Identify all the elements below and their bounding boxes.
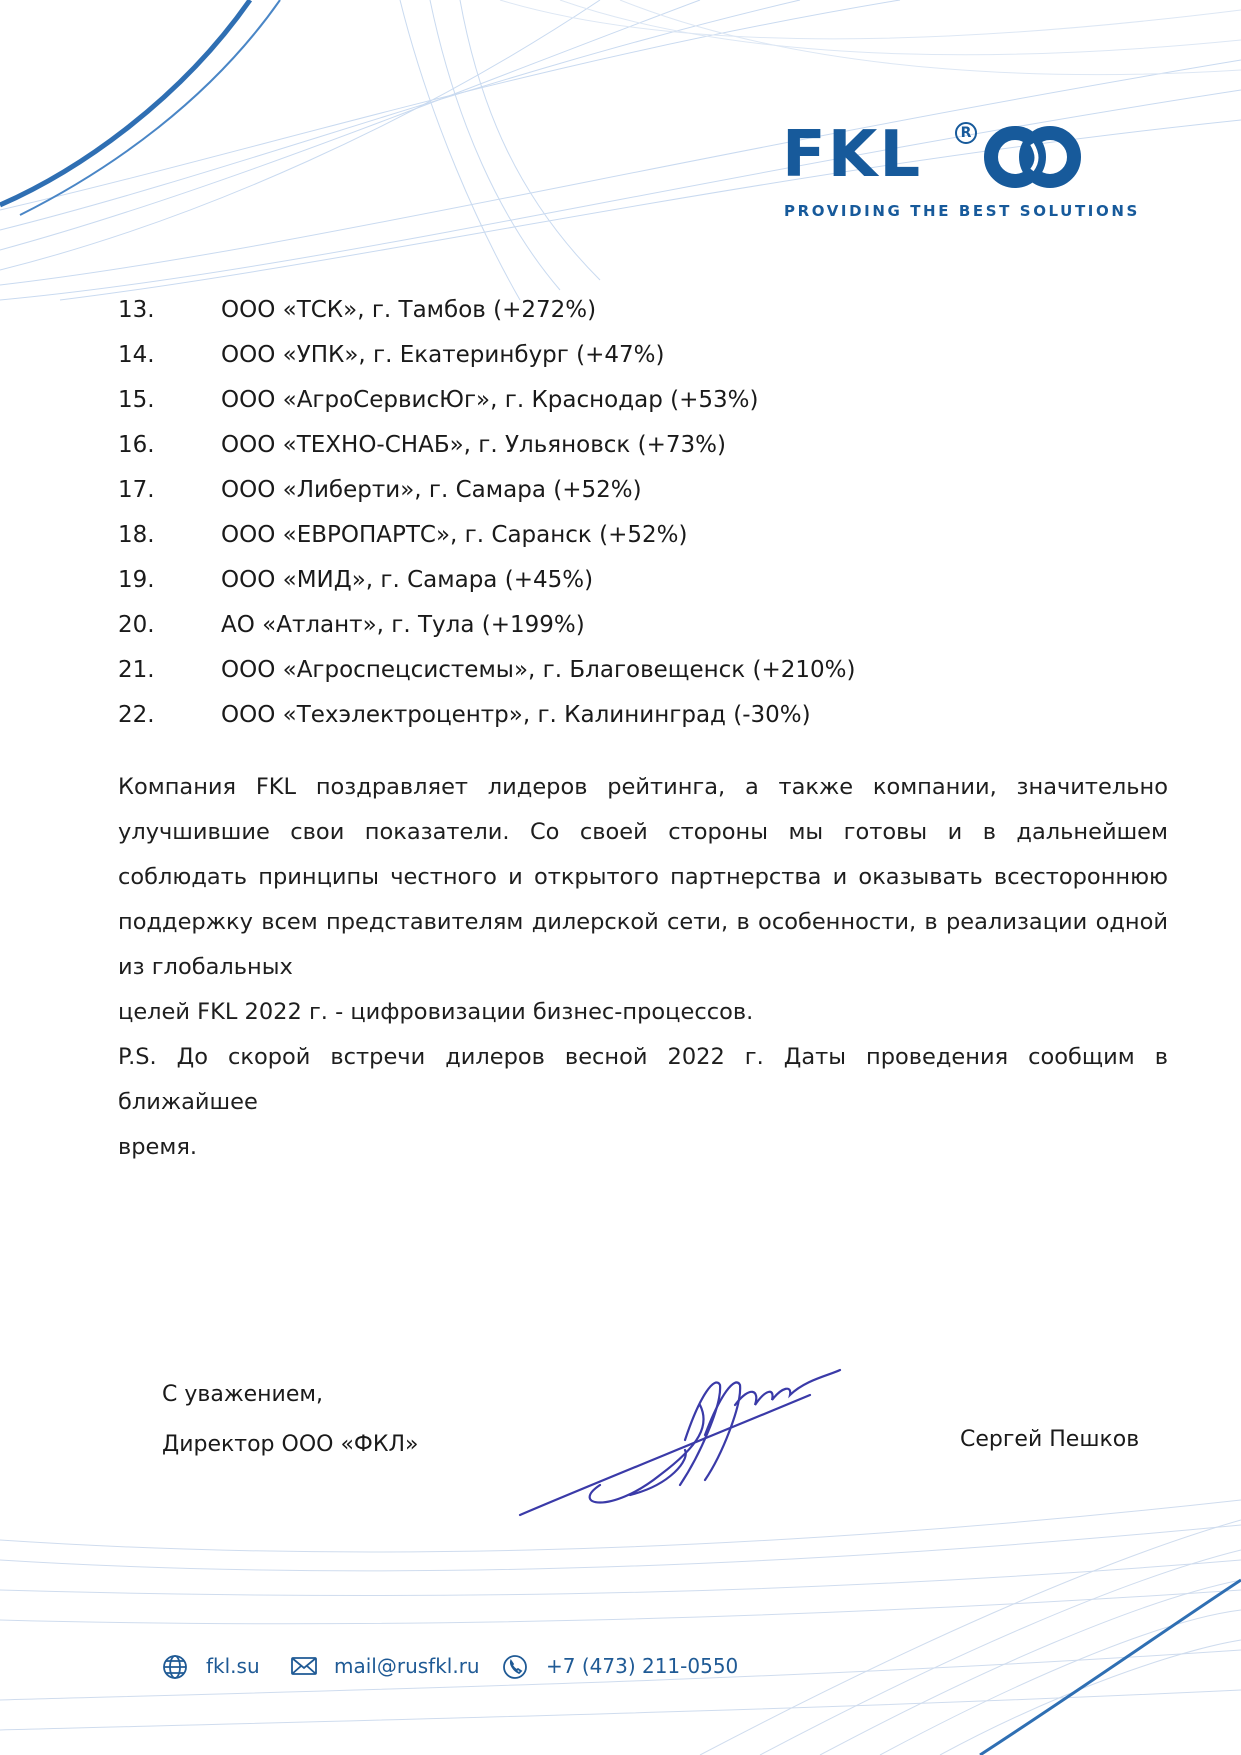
list-item [118,558,1118,603]
list-item-number: 17. [118,477,155,503]
logo-brand-text: FKL [782,118,923,192]
list-item-text: ООО «ТЕХНО-СНАБ», г. Ульяновск (+73%) [221,432,726,458]
list-item-text: АО «Атлант», г. Тула (+199%) [221,612,585,638]
website-text: fkl.su [206,1654,260,1678]
list-item-number: 14. [118,342,155,368]
congratulation-paragraph [118,765,1168,1035]
list-item [118,513,1118,558]
director-position: Директор ООО «ФКЛ» [162,1432,419,1457]
ps-paragraph [118,1035,1168,1170]
list-item-text: ООО «Либерти», г. Самара (+52%) [221,477,642,503]
list-item-number: 21. [118,657,155,683]
list-item-number: 18. [118,522,155,548]
list-item [118,648,1118,693]
list-item [118,288,1118,333]
phone-icon [502,1654,528,1680]
list-item [118,603,1118,648]
phone-text: +7 (473) 211-0550 [546,1654,739,1678]
dealer-list [118,288,1118,738]
list-item-number: 15. [118,387,155,413]
list-item [118,693,1118,738]
list-item [118,378,1118,423]
handwritten-signature [510,1365,850,1525]
logo-tagline: PROVIDING THE BEST SOLUTIONS [784,202,1140,220]
paragraph-body: Компания FKL поздравляет лидеров рейтинга, а также компании, значительно улучшившие свои показатели. Со своей стороны мы готовы и в дальнейшем соблюдать принципы честного и открытого партнерства и оказывать всестороннюю поддержку всем представителям дилерской сети, в особенности, в реализации одной из глобальных [118,774,1168,980]
paragraph-body: P.S. До скорой встречи дилеров весной 2022 г. Даты проведения сообщим в ближайшее [118,1044,1168,1115]
envelope-icon [290,1654,318,1678]
list-item [118,423,1118,468]
email-text: mail@rusfkl.ru [334,1654,480,1678]
globe-icon [162,1654,188,1680]
signature-block [162,1370,418,1470]
list-item-text: ООО «Агроспецсистемы», г. Благовещенск (+210%) [221,657,856,683]
list-item-number: 22. [118,702,155,728]
list-item [118,468,1118,513]
list-item-text: ООО «АгроСервисЮг», г. Краснодар (+53%) [221,387,759,413]
list-item-number: 19. [118,567,155,593]
fkl-logo [782,118,1140,230]
paragraph-last-line: целей FKL 2022 г. - цифровизации бизнес-процессов. [118,999,754,1025]
registered-mark: R [955,122,977,144]
list-item-number: 13. [118,297,155,323]
paragraph-last-line: время. [118,1134,198,1160]
list-item-text: ООО «ЕВРОПАРТС», г. Саранск (+52%) [221,522,688,548]
director-name: Сергей Пешков [960,1427,1140,1452]
logo-infinity-icon [982,124,1082,190]
list-item-text: ООО «МИД», г. Самара (+45%) [221,567,594,593]
regards-text: С уважением, [162,1382,323,1407]
list-item-number: 20. [118,612,155,638]
list-item-text: ООО «ТСК», г. Тамбов (+272%) [221,297,597,323]
list-item-text: ООО «УПК», г. Екатеринбург (+47%) [221,342,665,368]
list-item-number: 16. [118,432,155,458]
list-item [118,333,1118,378]
list-item-text: ООО «Техэлектроцентр», г. Калининград (-30%) [221,702,811,728]
